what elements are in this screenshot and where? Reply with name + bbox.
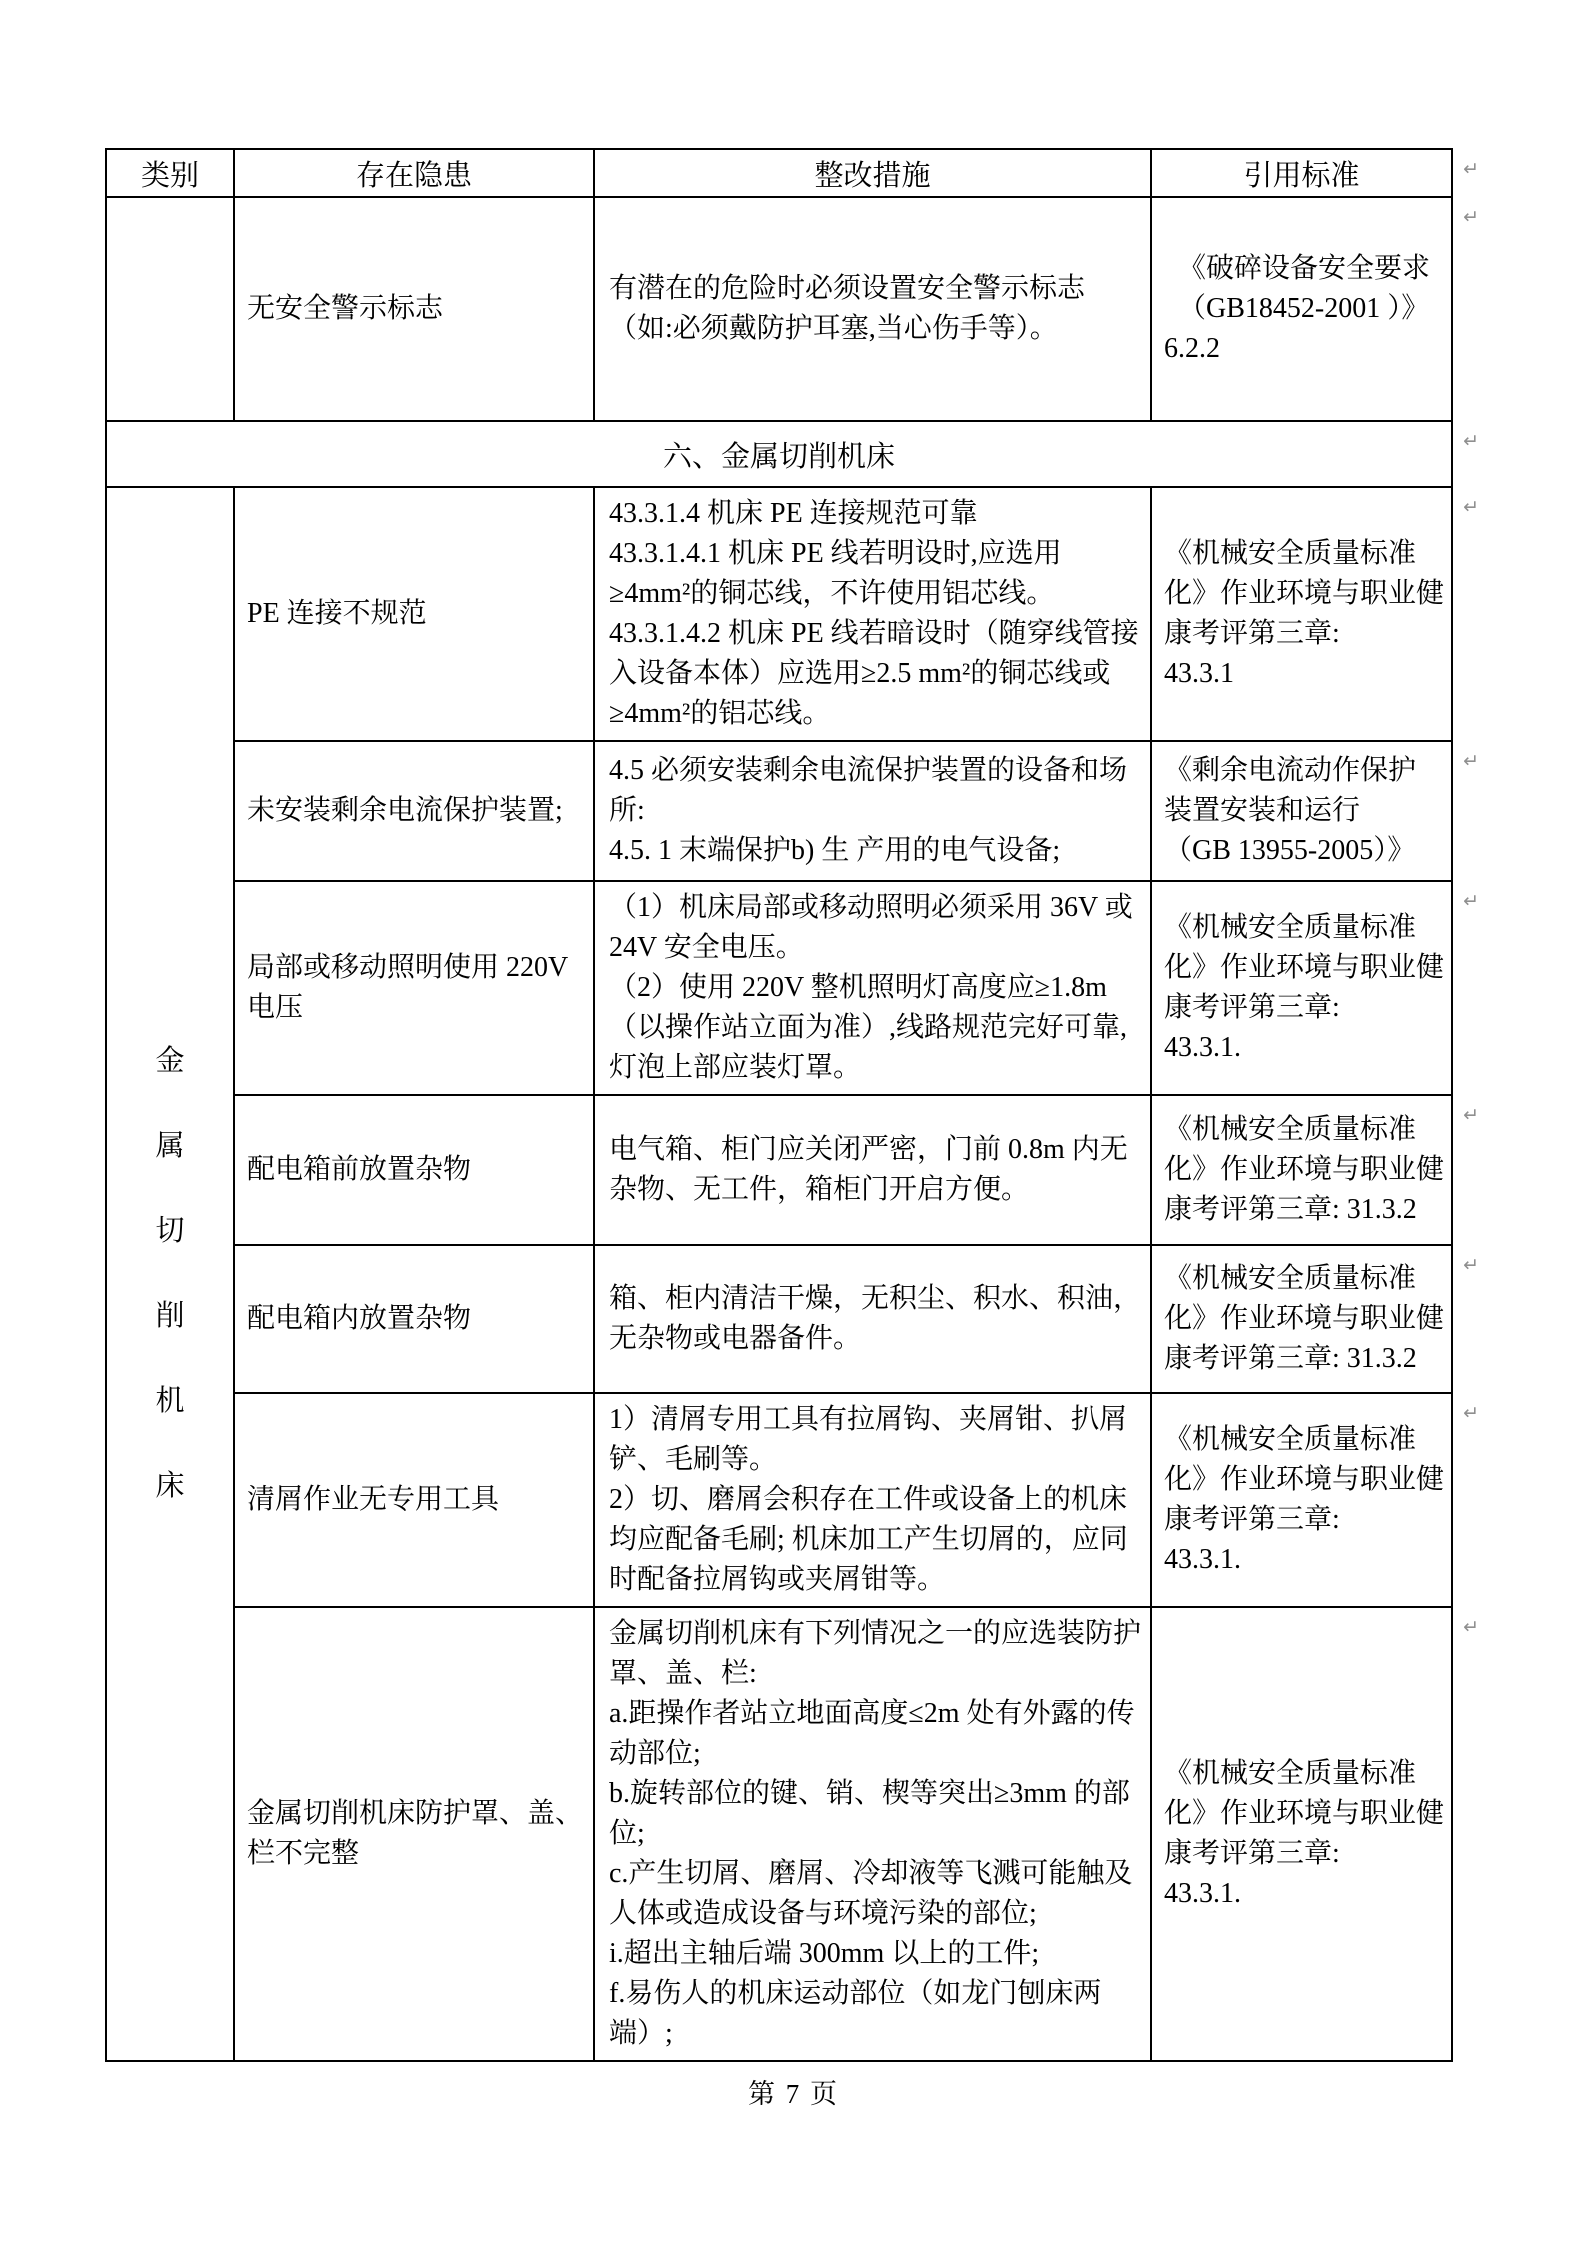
paragraph-mark-icon: ↵ bbox=[1463, 1254, 1479, 1276]
standard-line: 《机械安全质量标准 bbox=[1164, 1114, 1417, 1145]
paragraph-mark-icon: ↵ bbox=[1463, 496, 1479, 518]
standard-cell bbox=[1151, 487, 1479, 741]
header-standard bbox=[1151, 149, 1479, 197]
standard-line: 康考评第三章: 31.3.2 bbox=[1164, 1194, 1417, 1225]
standard-line: 化》作业环境与职业健 bbox=[1164, 1798, 1445, 1829]
standard-line: 康考评第三章: bbox=[1164, 1504, 1340, 1535]
standard-line: 康考评第三章: 31.3.2 bbox=[1164, 1343, 1417, 1374]
header-category-label: 类别 bbox=[140, 159, 199, 192]
measure-paragraph: （1）机床局部或移动照明必须采用 36V 或 24V 安全电压。 bbox=[609, 892, 1133, 963]
standard-line: 43.3.1. bbox=[1164, 1878, 1241, 1909]
standard-line: 装置安装和运行 bbox=[1164, 795, 1361, 826]
measure-paragraph: 43.3.1.4.1 机床 PE 线若明设时,应选用≥4mm²的铜芯线，不许使用铝芯线。 bbox=[609, 538, 1062, 609]
table-row bbox=[106, 1607, 1452, 2061]
standard-line: 《破碎设备安全要求 bbox=[1164, 253, 1431, 284]
paragraph-mark-icon: ↵ bbox=[1463, 1104, 1479, 1126]
measure-paragraph: 4.5. 1 末端保护b) 生 产用的电气设备; bbox=[609, 835, 1061, 866]
header-measure-label: 整改措施 bbox=[814, 159, 931, 192]
header-hazard-label: 存在隐患 bbox=[355, 159, 472, 192]
measure-cell bbox=[594, 197, 1151, 421]
standard-line: 《剩余电流动作保护 bbox=[1164, 755, 1417, 786]
measure-paragraph: b.旋转部位的键、销、楔等突出≥3mm 的部位; bbox=[609, 1778, 1130, 1849]
hazard-rectification-table bbox=[105, 148, 1479, 2062]
measure-paragraph: 金属切削机床有下列情况之一的应选装防护罩、盖、栏: bbox=[609, 1618, 1142, 1689]
measure-paragraph: a.距操作者站立地面高度≤2m 处有外露的传动部位; bbox=[609, 1698, 1135, 1769]
measure-cell bbox=[594, 1607, 1151, 2061]
measure-paragraph: 43.3.1.4 机床 PE 连接规范可靠 bbox=[609, 498, 978, 529]
header-measure bbox=[594, 149, 1151, 197]
measure-paragraph: 有潜在的危险时必须设置安全警示标志 bbox=[609, 273, 1086, 304]
table-row bbox=[106, 197, 1452, 421]
paragraph-mark-icon: ↵ bbox=[1463, 890, 1479, 912]
paragraph-mark-icon: ↵ bbox=[1463, 158, 1479, 180]
category-char: 削 bbox=[155, 1300, 185, 1332]
measure-paragraph: （2）使用 220V 整机照明灯高度应≥1.8m（以操作站立面为准）,线路规范完好可靠,灯泡上部应装灯罩。 bbox=[609, 972, 1128, 1083]
section-title-cell bbox=[106, 421, 1479, 487]
measure-paragraph: f.易伤人的机床运动部位（如龙门刨床两端）; bbox=[609, 1978, 1102, 2049]
measure-cell bbox=[594, 1095, 1151, 1245]
standard-line: 康考评第三章: bbox=[1164, 1838, 1340, 1869]
standard-cell bbox=[1151, 1607, 1479, 2061]
standard-line: 《机械安全质量标准 bbox=[1164, 1424, 1417, 1455]
standard-line: 化》作业环境与职业健 bbox=[1164, 952, 1445, 983]
standard-line: 化》作业环境与职业健 bbox=[1164, 1303, 1445, 1334]
measure-cell bbox=[594, 487, 1151, 741]
header-standard-label: 引用标准 bbox=[1243, 159, 1360, 192]
hazard-cell: PE 连接不规范 bbox=[234, 487, 594, 741]
category-cell-vertical bbox=[106, 487, 234, 2061]
standard-line: 《机械安全质量标准 bbox=[1164, 538, 1417, 569]
measure-cell bbox=[594, 1245, 1151, 1393]
measure-paragraph: c.产生切屑、磨屑、冷却液等飞溅可能触及人体或造成设备与环境污染的部位; bbox=[609, 1858, 1133, 1929]
category-char: 金 bbox=[155, 1045, 185, 1077]
category-char: 机 bbox=[155, 1385, 185, 1417]
standard-line: 康考评第三章: bbox=[1164, 992, 1340, 1023]
page-footer: 第 7 页 bbox=[748, 2079, 839, 2109]
standard-cell bbox=[1151, 741, 1479, 881]
section-row bbox=[106, 421, 1452, 487]
table-row bbox=[106, 1393, 1452, 1607]
measure-paragraph: 箱、柜内清洁干燥，无积尘、积水、积油，无杂物或电器备件。 bbox=[609, 1283, 1142, 1354]
hazard-cell: 金属切削机床防护罩、盖、栏不完整 bbox=[234, 1607, 594, 2061]
category-char: 床 bbox=[155, 1470, 185, 1502]
measure-paragraph: i.超出主轴后端 300mm 以上的工件; bbox=[609, 1938, 1040, 1969]
hazard-cell: 局部或移动照明使用 220V 电压 bbox=[234, 881, 594, 1095]
hazard-cell: 未安装剩余电流保护装置; bbox=[234, 741, 594, 881]
standard-line: 化》作业环境与职业健 bbox=[1164, 1154, 1445, 1185]
standard-line: 化》作业环境与职业健 bbox=[1164, 1464, 1445, 1495]
standard-line: （GB 13955-2005）》 bbox=[1164, 835, 1416, 866]
measure-paragraph: 电气箱、柜门应关闭严密，门前 0.8m 内无杂物、无工件，箱柜门开启方便。 bbox=[609, 1134, 1128, 1205]
table-row bbox=[106, 1245, 1452, 1393]
standard-line: 《机械安全质量标准 bbox=[1164, 1263, 1417, 1294]
standard-line: 43.3.1 bbox=[1164, 658, 1234, 689]
standard-cell bbox=[1151, 1393, 1479, 1607]
hazard-cell: 配电箱内放置杂物 bbox=[234, 1245, 594, 1393]
hazard-cell: 配电箱前放置杂物 bbox=[234, 1095, 594, 1245]
measure-cell bbox=[594, 1393, 1151, 1607]
measure-paragraph: 1）清屑专用工具有拉屑钩、夹屑钳、扒屑铲、毛刷等。 bbox=[609, 1404, 1128, 1475]
standard-line: （GB18452-2001 ）》 bbox=[1164, 293, 1430, 324]
standard-line: 43.3.1. bbox=[1164, 1544, 1241, 1575]
standard-cell bbox=[1151, 1095, 1479, 1245]
standard-cell bbox=[1151, 1245, 1479, 1393]
category-char: 切 bbox=[155, 1215, 185, 1247]
table-row bbox=[106, 881, 1452, 1095]
category-cell-empty bbox=[106, 197, 234, 421]
paragraph-mark-icon: ↵ bbox=[1463, 1402, 1479, 1424]
paragraph-mark-icon: ↵ bbox=[1463, 1616, 1479, 1638]
hazard-cell: 清屑作业无专用工具 bbox=[234, 1393, 594, 1607]
header-hazard bbox=[234, 149, 594, 197]
measure-cell bbox=[594, 881, 1151, 1095]
standard-line: 化》作业环境与职业健 bbox=[1164, 578, 1445, 609]
measure-paragraph: 2）切、磨屑会积存在工件或设备上的机床均应配备毛刷; 机床加工产生切屑的，应同时配备拉屑钩或夹屑钳等。 bbox=[609, 1484, 1128, 1595]
measure-cell bbox=[594, 741, 1151, 881]
measure-paragraph: （如:必须戴防护耳塞,当心伤手等）。 bbox=[609, 313, 1058, 344]
standard-cell bbox=[1151, 197, 1479, 421]
standard-cell bbox=[1151, 881, 1479, 1095]
standard-line: 43.3.1. bbox=[1164, 1032, 1241, 1063]
header-category bbox=[106, 149, 234, 197]
section-title: 六、金属切削机床 bbox=[662, 440, 895, 473]
hazard-cell: 无安全警示标志 bbox=[234, 197, 594, 421]
paragraph-mark-icon: ↵ bbox=[1463, 430, 1479, 452]
measure-paragraph: 43.3.1.4.2 机床 PE 线若暗设时（随穿线管接入设备本体）应选用≥2.5 mm²的铜芯线或≥4mm²的铝芯线。 bbox=[609, 618, 1139, 729]
table-row bbox=[106, 741, 1452, 881]
table-row bbox=[106, 1095, 1452, 1245]
standard-line: 《机械安全质量标准 bbox=[1164, 912, 1417, 943]
paragraph-mark-icon: ↵ bbox=[1463, 206, 1479, 228]
paragraph-mark-icon: ↵ bbox=[1463, 750, 1479, 772]
header-row bbox=[106, 149, 1452, 197]
standard-line: 康考评第三章: bbox=[1164, 618, 1340, 649]
standard-line: 6.2.2 bbox=[1164, 333, 1220, 364]
measure-paragraph: 4.5 必须安装剩余电流保护装置的设备和场所: bbox=[609, 755, 1128, 826]
standard-line: 《机械安全质量标准 bbox=[1164, 1758, 1417, 1789]
category-char: 属 bbox=[155, 1130, 185, 1162]
table-row bbox=[106, 487, 1452, 741]
